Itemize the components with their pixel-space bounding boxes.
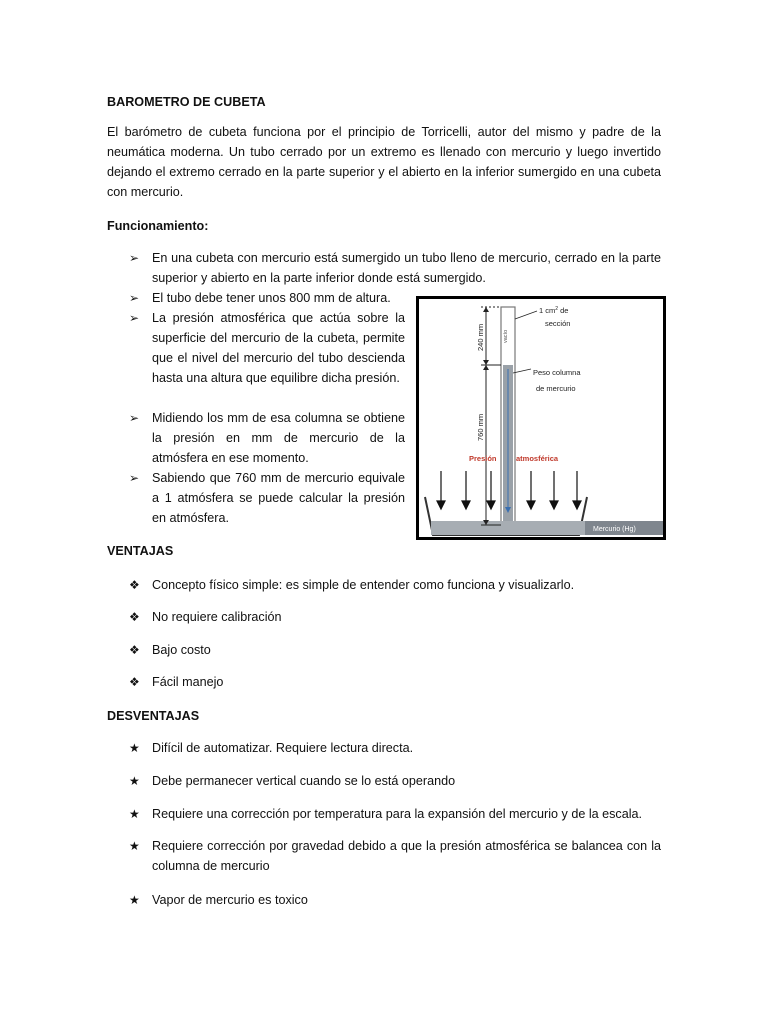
label-760mm: 760 mm (476, 413, 485, 441)
list-item-text: El tubo debe tener unos 800 mm de altura. (152, 291, 391, 305)
list-item (129, 308, 405, 388)
star-bullet-icon: ★ (129, 839, 140, 853)
arrow-bullet-icon: ➢ (129, 471, 140, 485)
diamond-bullet-icon: ❖ (129, 643, 140, 657)
section-label-2: de (558, 306, 569, 315)
arrow-bullet-icon: ➢ (129, 311, 140, 325)
list-item (129, 738, 684, 758)
list-item (129, 248, 661, 288)
section-label (539, 306, 568, 315)
intro-paragraph: El barómetro de cubeta funciona por el principio de Torricelli, autor del mismo y padre de la neumática moderna. Un tubo cerrado por un extremo es llenado con mercurio y luego invertido dejando el extremo cerrado en la parte superior y el abierto en la inferior sumergido en una cubeta con mercurio. (107, 125, 661, 199)
list-item (129, 288, 412, 308)
ventajas-heading: VENTAJAS (107, 544, 174, 558)
arrow-bullet-icon: ➢ (129, 411, 140, 425)
list-item-text: No requiere calibración (152, 610, 282, 624)
barometer-diagram (419, 299, 663, 537)
diamond-bullet-icon: ❖ (129, 610, 140, 624)
star-bullet-icon: ★ (129, 893, 140, 907)
section-label-sup: 2 (555, 306, 559, 312)
list-item-text: La presión atmosférica que actúa sobre la superficie del mercurio de la cubeta, permite que el nivel del mercurio del tubo descienda hasta una altura que equilibre dicha presión. (152, 311, 405, 385)
list-item (129, 804, 692, 824)
arrow-bullet-icon: ➢ (129, 251, 140, 265)
dimension-arrow (483, 365, 489, 370)
weight-label-2: de mercurio (536, 384, 576, 393)
list-item (129, 575, 692, 595)
basin-mercury (431, 521, 585, 535)
diamond-bullet-icon: ❖ (129, 675, 140, 689)
list-item (129, 607, 692, 627)
label-atmosferica: atmosférica (516, 454, 559, 463)
list-item (129, 672, 692, 692)
list-item (129, 771, 684, 791)
list-item-text: Debe permanecer vertical cuando se lo está operando (152, 774, 456, 788)
section-label-1: 1 cm (539, 306, 556, 315)
list-item (129, 468, 405, 528)
list-item (129, 836, 661, 876)
label-240mm: 240 mm (476, 323, 485, 351)
desventajas-heading: DESVENTAJAS (107, 709, 200, 723)
arrow-bullet-icon: ➢ (129, 291, 140, 305)
label-vacio: vacío (503, 329, 509, 343)
section-callout-line (515, 311, 537, 319)
list-item-text: En una cubeta con mercurio está sumergido un tubo lleno de mercurio, cerrado en la parte superior y abierto en la parte inferior donde está sumergido. (152, 251, 661, 285)
list-item (129, 408, 405, 468)
funcionamiento-heading: Funcionamiento: (107, 219, 209, 233)
dimension-arrow (483, 307, 489, 312)
barometer-figure (416, 296, 666, 540)
weight-callout-line (513, 369, 531, 373)
weight-label-1: Peso columna (533, 368, 581, 377)
list-item-text: Bajo costo (152, 643, 211, 657)
star-bullet-icon: ★ (129, 807, 140, 821)
list-item-text: Requiere corrección por gravedad debido a que la presión atmosférica se balancea con la columna de mercurio (152, 839, 661, 873)
label-presion: Presión (469, 454, 497, 463)
document-title: BAROMETRO DE CUBETA (107, 95, 266, 109)
label-mercurio: Mercurio (Hg) (593, 526, 636, 533)
list-item-text: Sabiendo que 760 mm de mercurio equivale a 1 atmósfera se puede calcular la presión en atmósfera. (152, 471, 405, 525)
section-label-3: sección (545, 319, 571, 328)
list-item (129, 890, 684, 910)
list-item-text: Concepto físico simple: es simple de entender como funciona y visualizarlo. (152, 578, 575, 592)
list-item-text: Vapor de mercurio es toxico (152, 893, 308, 907)
star-bullet-icon: ★ (129, 741, 140, 755)
list-item-text: Difícil de automatizar. Requiere lectura directa. (152, 741, 414, 755)
list-item-text: Midiendo los mm de esa columna se obtiene la presión en mm de mercurio de la atmósfera en ese momento. (152, 411, 405, 465)
diamond-bullet-icon: ❖ (129, 578, 140, 592)
list-item (129, 640, 692, 660)
list-item-text: Fácil manejo (152, 675, 224, 689)
star-bullet-icon: ★ (129, 774, 140, 788)
dimension-arrow (483, 360, 489, 365)
list-item-text: Requiere una corrección por temperatura para la expansión del mercurio y de la escala. (152, 807, 643, 821)
